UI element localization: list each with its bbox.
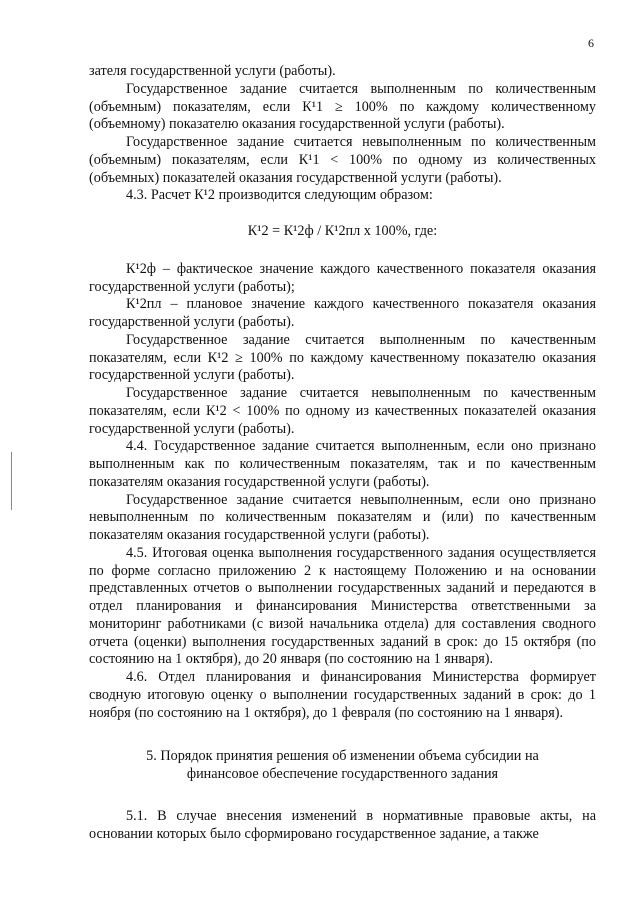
paragraph-5-1: 5.1. В случае внесения изменений в нормативные правовые акты, на основании которых было сформировано государственное задание, а также — [89, 807, 596, 842]
document-body — [89, 63, 596, 843]
paragraph-4-5: 4.5. Итоговая оценка выполнения государственного задания осуществляется по форме согласно приложению 2 к настоящему Положению и на основании представленных отчетов о выполнении государственных заданий и передаются в отдел планирования и финансирования Министерства ответственными за мониторинг работниками (с визой начальника отдела) для составления сводного отчета (оценки) выполнения государственных заданий в срок: до 15 октября (по состоянию на 1 октября), до 20 января (по состоянию на 1 января). — [89, 544, 596, 668]
section-5-heading: 5. Порядок принятия решения об изменении объема субсидии на финансовое обеспечение государственного задания — [146, 748, 539, 782]
page-number: 6 — [588, 36, 594, 50]
paragraph-qualitative-fulfilled: Государственное задание считается выполненным по качественным показателям, если К¹2 ≥ 100% по каждому качественному показателю оказания государственной услуги (работы). — [89, 331, 596, 384]
formula-k2: К¹2 = К¹2ф / К¹2пл х 100%, где: — [247, 223, 438, 239]
paragraph-4-4: 4.4. Государственное задание считается выполненным, если оно признано выполненным как по количественным показателям, так и по качественным показателям оказания государственной услуги (работы). — [89, 438, 596, 490]
paragraph-4-6: 4.6. Отдел планирования и финансирования Министерства формирует сводную итоговую оценку о выполнении государственных заданий в срок: до 1 ноября (по состоянию на 1 октября), до 1 февраля (по состоянию на 1 января). — [89, 669, 596, 721]
paragraph-quantitative-unfulfilled: Государственное задание считается невыполненным по количественным (объемным) показателям, если К¹1 < 100% по одному из количественных (объемных) показателей оказания государственной услуги (работы). — [89, 134, 596, 186]
scan-edge-mark — [11, 452, 12, 510]
paragraph-quantitative-fulfilled: Государственное задание считается выполненным по количественным (объемным) показателям, если К¹1 ≥ 100% по каждому количественному (объемному) показателю оказания государственной услуги (работы). — [89, 80, 596, 133]
paragraph-continuation: зателя государственной услуги (работы). — [89, 63, 336, 79]
paragraph-4-3: 4.3. Расчет К¹2 производится следующим образом: — [126, 187, 433, 204]
definition-k2f: К¹2ф – фактическое значение каждого качественного показателя оказания государственной услуги (работы); — [89, 260, 596, 295]
definition-k2pl: К¹2пл – плановое значение каждого качественного показателя оказания государственной услуги (работы). — [89, 296, 596, 330]
paragraph-unfulfilled-overall: Государственное задание считается невыполненным, если оно признано невыполненным по количественным показателям и (или) по качественным показателям оказания государственной услуги (работы). — [89, 491, 596, 543]
paragraph-qualitative-unfulfilled: Государственное задание считается невыполненным по качественным показателям, если К¹2 < 100% по одному из качественных показателей оказания государственной услуги (работы). — [89, 385, 596, 437]
